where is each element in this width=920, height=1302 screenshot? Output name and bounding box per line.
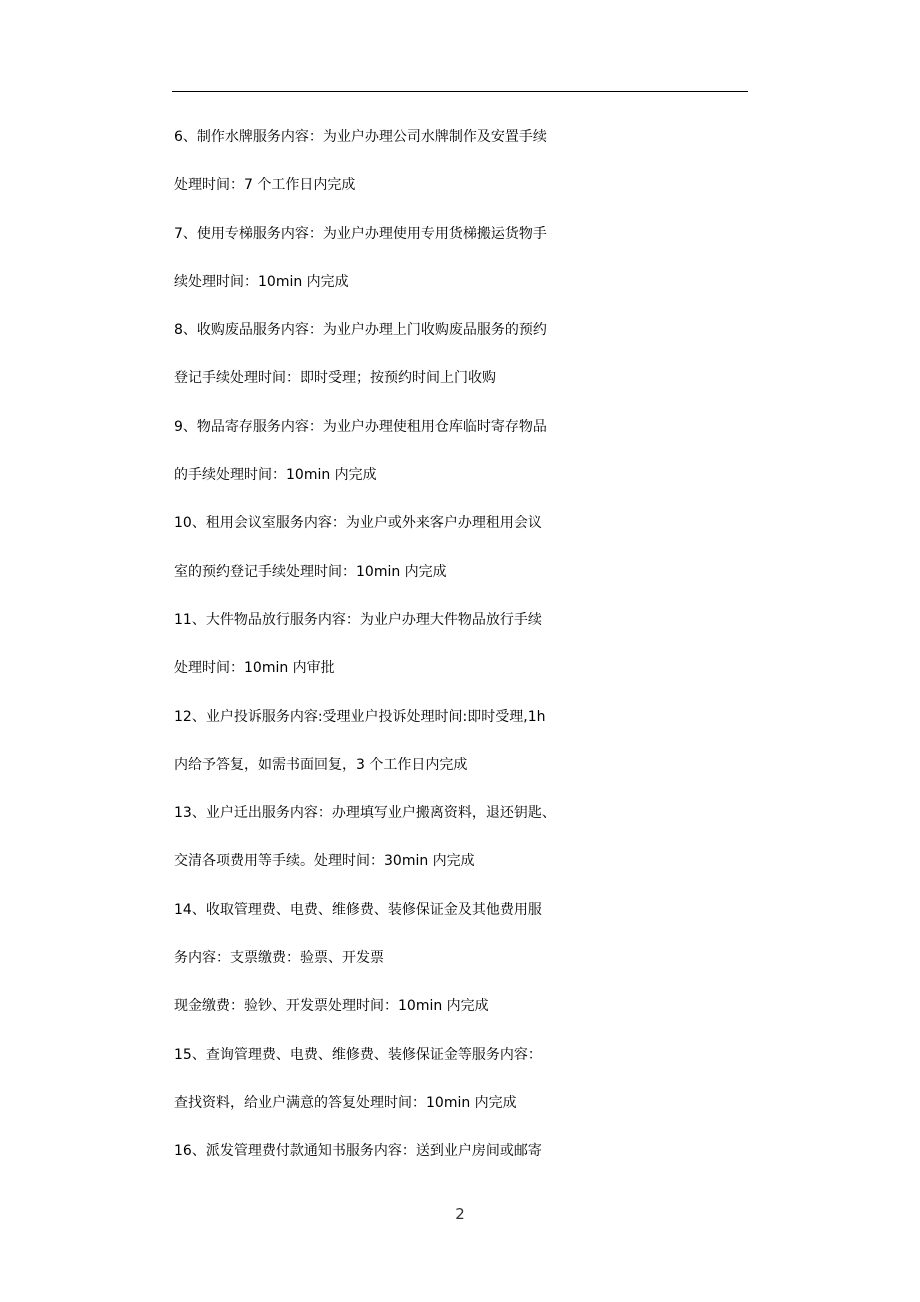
text-line: 登记手续处理时间：即时受理；按预约时间上门收购 <box>174 370 496 387</box>
text-line: 处理时间：7 个工作日内完成 <box>174 177 356 194</box>
text-line: 15、查询管理费、电费、维修费、装修保证金等服务内容： <box>174 1046 542 1063</box>
text-line: 14、收取管理费、电费、维修费、装修保证金及其他费用服 <box>174 901 542 918</box>
text-line: 现金缴费：验钞、开发票处理时间：10min 内完成 <box>174 998 489 1015</box>
text-line: 16、派发管理费付款通知书服务内容：送到业户房间或邮寄 <box>174 1143 542 1160</box>
text-line: 的手续处理时间：10min 内完成 <box>174 467 377 484</box>
text-line: 内给予答复，如需书面回复，3 个工作日内完成 <box>174 756 468 773</box>
text-line: 10、租用会议室服务内容：为业户或外来客户办理租用会议 <box>174 515 542 532</box>
text-line: 交清各项费用等手续。处理时间：30min 内完成 <box>174 853 475 870</box>
text-line: 13、业户迁出服务内容：办理填写业户搬离资料，退还钥匙、 <box>174 805 556 822</box>
text-line: 9、物品寄存服务内容：为业户办理使租用仓库临时寄存物品 <box>174 418 547 435</box>
text-line: 7、使用专梯服务内容：为业户办理使用专用货梯搬运货物手 <box>174 225 547 242</box>
text-line: 处理时间：10min 内审批 <box>174 660 335 677</box>
text-line: 务内容：支票缴费：验票、开发票 <box>174 950 384 967</box>
header-rule <box>172 91 748 92</box>
text-line: 续处理时间：10min 内完成 <box>174 273 349 290</box>
text-line: 12、业户投诉服务内容:受理业户投诉处理时间:即时受理,1h <box>174 708 546 725</box>
text-line: 8、收购废品服务内容：为业户办理上门收购废品服务的预约 <box>174 322 547 339</box>
text-line: 室的预约登记手续处理时间：10min 内完成 <box>174 563 447 580</box>
document-body <box>174 113 754 1176</box>
page-number: 2 <box>455 1205 465 1223</box>
text-line: 11、大件物品放行服务内容：为业户办理大件物品放行手续 <box>174 611 542 628</box>
text-line: 查找资料，给业户满意的答复处理时间：10min 内完成 <box>174 1094 517 1111</box>
text-line: 6、制作水牌服务内容：为业户办理公司水牌制作及安置手续 <box>174 129 547 145</box>
